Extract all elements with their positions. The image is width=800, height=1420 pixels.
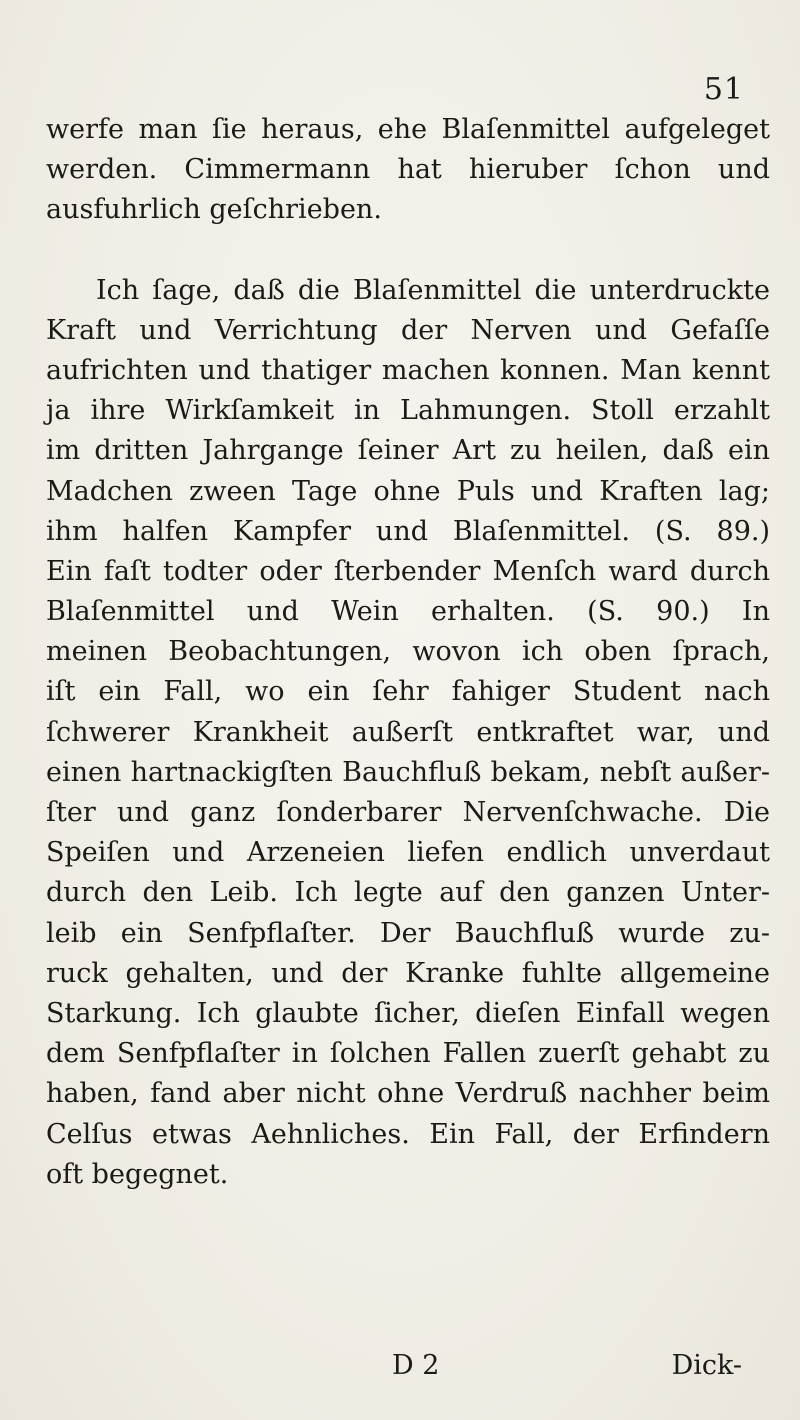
text-line: ja ihre Wirkſamkeit in Lahmungen. Stoll erzahlt — [46, 395, 770, 427]
text-line: durch den Leib. Ich legte auf den ganzen Unter- — [46, 877, 770, 909]
page-footer — [0, 1350, 800, 1390]
signature-mark: D 2 — [392, 1350, 440, 1381]
text-line: iſt ein Fall, wo ein ſehr fahiger Student nach — [46, 676, 770, 708]
text-line: ihm halfen Kampfer und Blaſenmittel. (S. 89.) — [46, 515, 770, 547]
text-line: ausfuhrlich geſchrieben. — [46, 194, 382, 226]
text-line: dem Senfpflaſter in ſolchen Fallen zuerſt gehabt zu — [46, 1038, 770, 1070]
text-line: Starkung. Ich glaubte ſicher, dieſen Einfall wegen — [46, 997, 770, 1029]
text-line: Celſus etwas Aehnliches. Ein Fall, der Erfindern — [46, 1118, 770, 1150]
text-line: im dritten Jahrgange ſeiner Art zu heilen, daß ein — [46, 435, 770, 467]
text-line: haben, fand aber nicht ohne Verdruß nachher beim — [46, 1078, 770, 1110]
text-line: Madchen zween Tage ohne Puls und Kraften lag; — [46, 475, 770, 507]
text-line: ſchwerer Krankheit außerſt entkraftet war, und — [46, 716, 770, 748]
text-line: leib ein Senfpflaſter. Der Bauchfluß wurde zu- — [46, 917, 770, 949]
text-line: aufrichten und thatiger machen konnen. Man kennt — [46, 354, 770, 386]
body-text — [46, 110, 770, 1195]
text-line: werden. Cimmermann hat hieruber ſchon und — [46, 154, 770, 186]
text-line: Ein faſt todter oder ſterbender Menſch ward durch — [46, 555, 770, 587]
text-line: Ich ſage, daß die Blaſenmittel die unterdruckte — [96, 274, 770, 306]
text-line: ruck gehalten, und der Kranke fuhlte allgemeine — [46, 957, 770, 989]
text-line: werfe man ſie heraus, ehe Blaſenmittel aufgeleget — [46, 114, 770, 145]
paragraph-gap — [46, 231, 770, 271]
text-line: Speiſen und Arzeneien liefen endlich unverdaut — [46, 837, 770, 869]
catchword: Dick- — [671, 1350, 742, 1381]
text-line: ſter und ganz ſonderbarer Nervenſchwache. Die — [46, 797, 770, 828]
text-line: oft begegnet. — [46, 1158, 229, 1190]
text-line: meinen Beobachtungen, wovon ich oben ſprach, — [46, 636, 770, 668]
text-line: Blaſenmittel und Wein erhalten. (S. 90.) In — [46, 596, 770, 628]
page-number: 51 — [703, 72, 744, 107]
text-line: einen hartnackigſten Bauchfluß bekam, nebſt außer- — [46, 756, 770, 788]
text-line: Kraft und Verrichtung der Nerven und Gefaſſe — [46, 314, 770, 346]
